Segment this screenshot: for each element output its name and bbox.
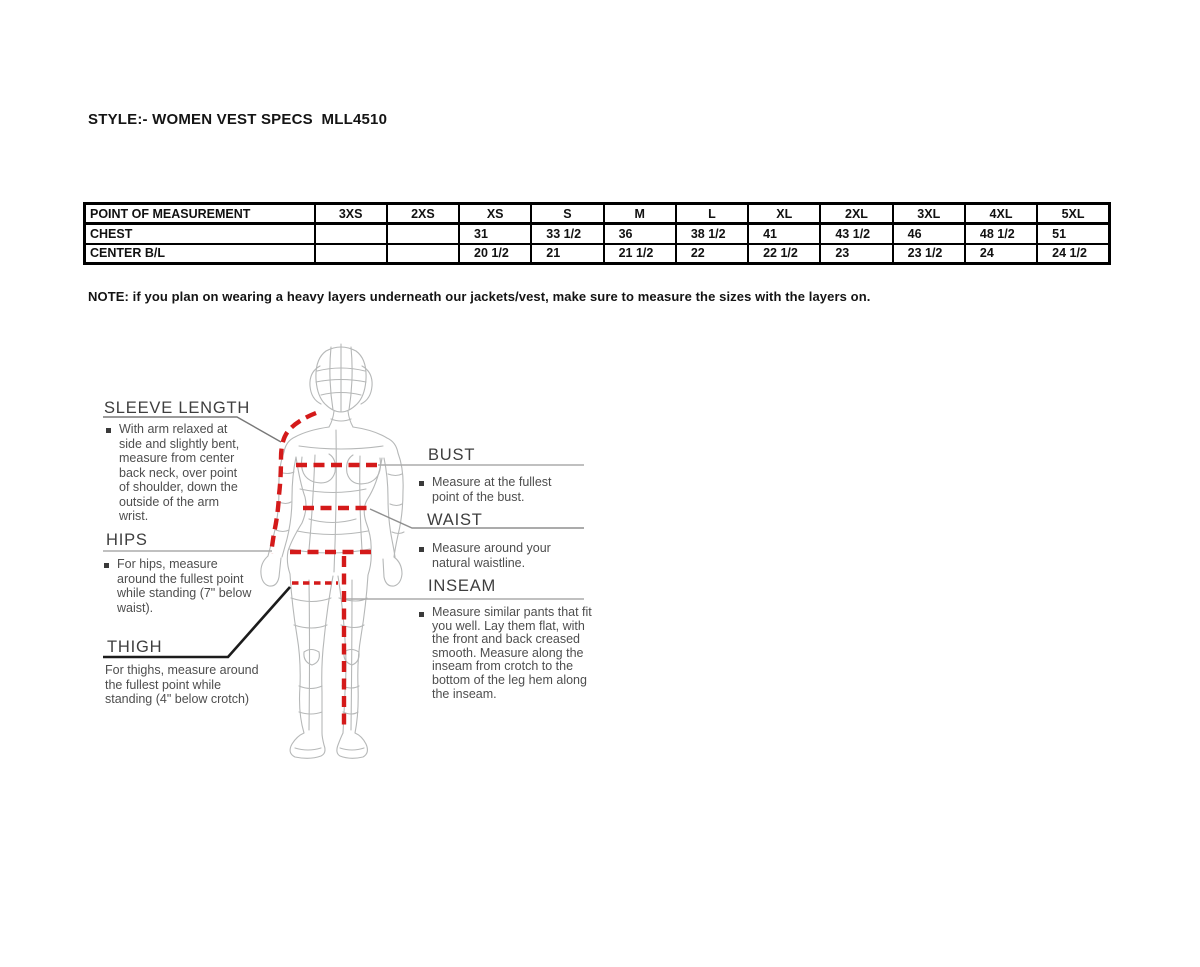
size-value-cell: 24 — [965, 244, 1037, 264]
inseam-heading: INSEAM — [428, 577, 497, 595]
size-value-cell: 22 1/2 — [748, 244, 820, 264]
row-label: CENTER B/L — [85, 244, 315, 264]
col-header-size-L: L — [676, 204, 748, 224]
col-header-size-XL: XL — [748, 204, 820, 224]
size-value-cell: 23 — [820, 244, 892, 264]
row-label: CHEST — [85, 224, 315, 244]
size-value-cell: 23 1/2 — [893, 244, 965, 264]
size-value-cell: 20 1/2 — [459, 244, 531, 264]
col-header-size-4XL: 4XL — [965, 204, 1037, 224]
inseam-text: Measure similar pants that fit you well. Lay them flat, with the front and back creased smooth. Measure along the inseam from crotch to the bottom of the leg hem along the inseam. — [432, 605, 592, 701]
col-header-size-2XS: 2XS — [387, 204, 459, 224]
size-value-cell: 46 — [893, 224, 965, 244]
col-header-size-5XL: 5XL — [1037, 204, 1109, 224]
note-text: NOTE: if you plan on wearing a heavy layers underneath our jackets/vest, make sure to measure the sizes with the layers on. — [88, 289, 871, 304]
size-value-cell: 38 1/2 — [676, 224, 748, 244]
sleeve-length-text: With arm relaxed at side and slightly bent, measure from center back neck, over point of shoulder, down the outside of the arm wrist. — [119, 422, 240, 523]
size-value-cell: 31 — [459, 224, 531, 244]
bullet-icon — [106, 428, 111, 433]
col-header-size-M: M — [604, 204, 676, 224]
bust-text: Measure at the fullest point of the bust. — [432, 475, 552, 504]
size-value-cell: 24 1/2 — [1037, 244, 1109, 264]
measurement-lines — [271, 413, 378, 727]
col-header-size-3XS: 3XS — [315, 204, 387, 224]
size-value-cell: 36 — [604, 224, 676, 244]
bullet-icon — [419, 547, 424, 552]
bust-heading: BUST — [428, 446, 476, 464]
bullet-icon — [104, 563, 109, 568]
col-header-size-S: S — [531, 204, 603, 224]
size-value-cell: 21 — [531, 244, 603, 264]
thigh-heading: THIGH — [107, 638, 163, 656]
size-value-cell: 41 — [748, 224, 820, 244]
size-value-cell: 21 1/2 — [604, 244, 676, 264]
col-header-size-2XL: 2XL — [820, 204, 892, 224]
sleeve-measure-line — [271, 413, 316, 553]
thigh-text: For thighs, measure around the fullest point while standing (4" below crotch) — [105, 663, 259, 706]
hips-heading: HIPS — [106, 531, 148, 549]
waist-text: Measure around your natural waistline. — [432, 541, 551, 570]
waist-heading: WAIST — [427, 511, 483, 529]
size-value-cell: 51 — [1037, 224, 1109, 244]
col-header-size-3XL: 3XL — [893, 204, 965, 224]
page-title: STYLE:- WOMEN VEST SPECS MLL4510 — [88, 111, 388, 128]
size-value-cell: 48 1/2 — [965, 224, 1037, 244]
bullet-icon — [419, 612, 424, 617]
size-value-cell: 22 — [676, 244, 748, 264]
col-header-measurement: POINT OF MEASUREMENT — [85, 204, 315, 224]
bullet-icon — [419, 481, 424, 486]
col-header-size-XS: XS — [459, 204, 531, 224]
size-value-cell: 33 1/2 — [531, 224, 603, 244]
sleeve-length-heading: SLEEVE LENGTH — [104, 399, 251, 417]
size-value-cell: 43 1/2 — [820, 224, 892, 244]
hips-text: For hips, measure around the fullest point while standing (7" below waist). — [117, 557, 252, 615]
